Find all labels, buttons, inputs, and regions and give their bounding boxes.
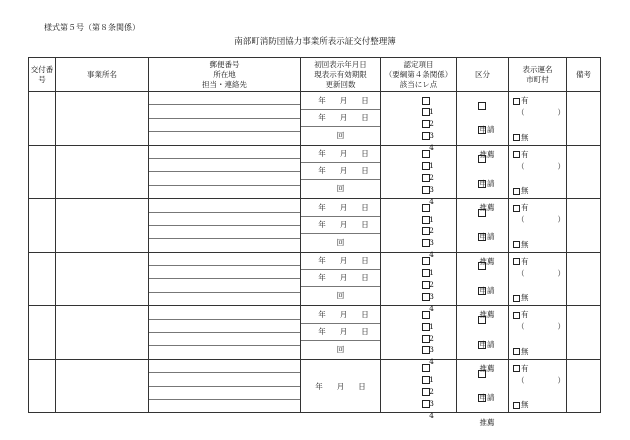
cert-item-checkbox[interactable] <box>422 364 430 372</box>
register-row <box>29 252 601 306</box>
date-cell <box>301 92 381 146</box>
category-recommend: 推薦 <box>466 225 508 250</box>
city-no: 無 <box>513 185 529 196</box>
renewal-count-line: 回 <box>301 179 380 197</box>
cert-item-checkbox[interactable] <box>422 400 430 408</box>
address-field[interactable] <box>149 213 300 226</box>
postal-field[interactable] <box>149 360 300 373</box>
header-postal: 郵便番号 <box>209 59 240 69</box>
address-field[interactable] <box>149 266 300 279</box>
contact-field-2[interactable] <box>149 132 300 144</box>
cert-item-4: 4 <box>407 344 456 356</box>
business-name-cell[interactable] <box>56 359 149 413</box>
cert-items-cell <box>381 359 457 420</box>
renewal-count-line: 回 <box>301 126 380 144</box>
cert-item-checkbox[interactable] <box>422 150 430 158</box>
yes-checkbox[interactable] <box>513 151 520 158</box>
category-apply: 申請 <box>466 94 508 119</box>
number-cell[interactable] <box>29 92 56 146</box>
city-cell <box>509 92 567 146</box>
business-name-cell[interactable] <box>56 252 149 306</box>
remarks-cell[interactable] <box>567 359 601 413</box>
no-checkbox[interactable] <box>513 241 520 248</box>
header-valid-until: 現表示有効期限 <box>314 69 367 79</box>
business-name-cell[interactable] <box>56 199 149 253</box>
business-name-cell[interactable] <box>56 306 149 360</box>
city-no: 無 <box>513 239 529 250</box>
cert-items-cell <box>381 92 457 153</box>
header-cert-sub: （要綱第４条関係） <box>384 69 453 79</box>
category-apply: 申請 <box>466 254 508 279</box>
remarks-cell[interactable] <box>567 145 601 199</box>
address-cell <box>149 145 301 199</box>
city-yes: 有 <box>513 95 529 106</box>
number-cell[interactable] <box>29 306 56 360</box>
city-cell <box>509 359 567 413</box>
category-recommend: 推薦 <box>466 279 508 304</box>
remarks-cell[interactable] <box>567 252 601 306</box>
valid-until-line: 年 月 日 <box>318 219 369 229</box>
yes-checkbox[interactable] <box>513 258 520 265</box>
category-recommend: 推薦 <box>466 118 508 143</box>
category-apply: 申請 <box>466 308 508 333</box>
recommend-checkbox[interactable] <box>478 394 486 402</box>
cert-item-checkbox[interactable] <box>422 335 430 343</box>
first-date-line: 年 月 日 <box>315 381 366 391</box>
number-cell[interactable] <box>29 252 56 306</box>
cert-item-3: 3 <box>407 279 456 291</box>
category-recommend: 推薦 <box>466 172 508 197</box>
city-name-parens: （ ） <box>517 108 565 117</box>
remarks-cell[interactable] <box>567 306 601 360</box>
valid-until-line: 年 月 日 <box>318 166 369 176</box>
cert-items-cell <box>381 306 457 367</box>
document-title: 南部町消防団協力事業所表示証交付整理簿 <box>234 37 396 47</box>
recommend-checkbox[interactable] <box>478 287 486 295</box>
no-checkbox[interactable] <box>513 134 520 141</box>
cert-item-3: 3 <box>407 225 456 237</box>
city-cell <box>509 306 567 360</box>
no-checkbox[interactable] <box>513 295 520 302</box>
number-cell[interactable] <box>29 359 56 413</box>
form-number-label: 様式第５号（第８条関係） <box>44 23 140 32</box>
cert-item-checkbox[interactable] <box>422 227 430 235</box>
recommend-checkbox[interactable] <box>478 126 486 134</box>
city-cell <box>509 252 567 306</box>
header-contact: 担当・連絡先 <box>202 79 247 89</box>
cert-item-checkbox[interactable] <box>422 162 430 170</box>
category-cell <box>457 92 509 159</box>
postal-field[interactable] <box>149 92 300 105</box>
apply-checkbox[interactable] <box>478 316 486 324</box>
business-name-cell[interactable] <box>56 145 149 199</box>
header-city: 表示運名市町村 <box>509 58 567 92</box>
date-cell <box>301 306 381 360</box>
first-date-line: 年 月 日 <box>301 200 380 217</box>
cert-item-checkbox[interactable] <box>422 311 430 319</box>
city-yes: 有 <box>513 256 529 267</box>
cert-item-1: 1 <box>407 202 456 214</box>
renewal-count-line: 回 <box>301 340 380 358</box>
city-yes: 有 <box>513 202 529 213</box>
recommend-checkbox[interactable] <box>478 341 486 349</box>
cert-item-2: 2 <box>407 267 456 279</box>
header-number: 交付番号 <box>29 58 56 92</box>
contact-field-2[interactable] <box>149 239 300 251</box>
category-apply: 申請 <box>466 362 508 387</box>
cert-item-3: 3 <box>407 333 456 345</box>
city-no: 無 <box>513 346 529 357</box>
category-cell <box>457 306 509 374</box>
date-cell <box>301 359 381 413</box>
cert-item-checkbox[interactable] <box>422 174 430 182</box>
cert-item-3: 3 <box>407 386 456 398</box>
valid-until-line: 年 月 日 <box>318 327 369 337</box>
first-date-line: 年 月 日 <box>301 253 380 270</box>
no-checkbox[interactable] <box>513 348 520 355</box>
cert-items-cell <box>381 252 457 313</box>
contact-field-2[interactable] <box>149 186 300 198</box>
address-field[interactable] <box>149 320 300 333</box>
cert-item-checkbox[interactable] <box>422 239 430 247</box>
no-checkbox[interactable] <box>513 188 520 195</box>
contact-field[interactable] <box>149 279 300 292</box>
first-date-line: 年 月 日 <box>301 146 380 163</box>
cert-item-4: 4 <box>407 291 456 303</box>
city-cell <box>509 145 567 199</box>
cert-item-checkbox[interactable] <box>422 97 430 105</box>
cert-item-2: 2 <box>407 214 456 226</box>
cert-item-checkbox[interactable] <box>422 216 430 224</box>
cert-item-checkbox[interactable] <box>422 323 430 331</box>
address-field[interactable] <box>149 105 300 118</box>
city-no: 無 <box>513 399 529 410</box>
header-first-date: 初回表示年月日 <box>314 59 367 69</box>
cert-item-checkbox[interactable] <box>422 108 430 116</box>
header-name: 事業所名 <box>56 58 149 92</box>
cert-items-cell <box>381 145 457 206</box>
cert-item-4: 4 <box>407 130 456 142</box>
category-apply: 申請 <box>466 201 508 226</box>
address-cell <box>149 359 301 413</box>
postal-field[interactable] <box>149 306 300 319</box>
apply-checkbox[interactable] <box>478 209 486 217</box>
postal-field[interactable] <box>149 146 300 159</box>
city-name-parens: （ ） <box>517 215 565 225</box>
remarks-cell[interactable] <box>567 199 601 253</box>
cert-item-checkbox[interactable] <box>422 376 430 384</box>
cert-item-checkbox[interactable] <box>422 132 430 140</box>
cert-item-1: 1 <box>407 148 456 160</box>
registry-table <box>28 57 601 427</box>
cert-item-2: 2 <box>407 160 456 172</box>
address-cell <box>149 252 301 306</box>
cert-item-checkbox[interactable] <box>422 204 430 212</box>
address-cell <box>149 306 301 360</box>
business-name-cell[interactable] <box>56 92 149 146</box>
header-cert-items: 認定項目 <box>403 59 434 69</box>
address-field[interactable] <box>149 159 300 172</box>
header-renewals: 更新回数 <box>325 79 356 89</box>
contact-field[interactable] <box>149 226 300 239</box>
cert-item-checkbox[interactable] <box>422 257 430 265</box>
apply-checkbox[interactable] <box>478 262 486 270</box>
apply-checkbox[interactable] <box>478 370 486 378</box>
category-recommend: 推薦 <box>466 386 508 411</box>
city-no: 無 <box>513 132 529 143</box>
header-cert-group <box>381 58 457 92</box>
category-cell <box>457 199 509 266</box>
cert-item-4: 4 <box>407 184 456 196</box>
register-row <box>29 306 601 360</box>
cert-item-1: 1 <box>407 362 456 374</box>
postal-field[interactable] <box>149 199 300 212</box>
city-name-parens: （ ） <box>517 161 565 171</box>
register-row <box>29 145 601 199</box>
cert-item-checkbox[interactable] <box>422 388 430 396</box>
renewal-count-line: 回 <box>301 286 380 304</box>
recommend-checkbox[interactable] <box>478 233 486 241</box>
cert-item-4: 4 <box>407 398 456 410</box>
cert-item-4: 4 <box>407 237 456 249</box>
contact-field-2[interactable] <box>149 293 300 305</box>
city-name-parens: （ ） <box>517 322 565 332</box>
yes-checkbox[interactable] <box>513 98 520 105</box>
apply-checkbox[interactable] <box>478 155 486 163</box>
header-date-group <box>301 58 381 92</box>
register-row <box>29 199 601 253</box>
cert-item-1: 1 <box>407 95 456 107</box>
no-checkbox[interactable] <box>513 402 520 409</box>
contact-field[interactable] <box>149 333 300 346</box>
contact-field[interactable] <box>149 387 300 400</box>
renewal-count-line: 回 <box>301 233 380 251</box>
postal-field[interactable] <box>149 253 300 266</box>
city-name-parens: （ ） <box>517 268 565 278</box>
yes-checkbox[interactable] <box>513 205 520 212</box>
header-address: 所在地 <box>213 69 236 79</box>
date-cell <box>301 145 381 199</box>
contact-field[interactable] <box>149 172 300 185</box>
yes-checkbox[interactable] <box>513 365 520 372</box>
header-address-group <box>149 58 301 92</box>
address-cell <box>149 199 301 253</box>
cert-item-checkbox[interactable] <box>422 346 430 354</box>
first-date-line: 年 月 日 <box>301 307 380 324</box>
valid-until-line: 年 月 日 <box>318 112 369 122</box>
category-apply: 申請 <box>466 147 508 172</box>
cert-item-2: 2 <box>407 374 456 386</box>
remarks-cell[interactable] <box>567 92 601 146</box>
apply-checkbox[interactable] <box>478 102 486 110</box>
header-remarks: 備考 <box>567 58 601 92</box>
city-cell <box>509 199 567 253</box>
register-row <box>29 359 601 413</box>
contact-field-2[interactable] <box>149 346 300 358</box>
cert-item-checkbox[interactable] <box>422 293 430 301</box>
city-yes: 有 <box>513 309 529 320</box>
cert-item-3: 3 <box>407 172 456 184</box>
city-yes: 有 <box>513 149 529 160</box>
address-field[interactable] <box>149 373 300 386</box>
city-no: 無 <box>513 292 529 303</box>
cert-item-2: 2 <box>407 321 456 333</box>
category-cell <box>457 145 509 213</box>
cert-item-1: 1 <box>407 255 456 267</box>
cert-item-2: 2 <box>407 106 456 118</box>
contact-field-2[interactable] <box>149 400 300 412</box>
number-cell[interactable] <box>29 145 56 199</box>
cert-item-checkbox[interactable] <box>422 281 430 289</box>
category-recommend: 推薦 <box>466 333 508 358</box>
cert-items-cell <box>381 199 457 260</box>
cert-item-checkbox[interactable] <box>422 269 430 277</box>
date-cell <box>301 252 381 306</box>
category-cell <box>457 252 509 320</box>
recommend-checkbox[interactable] <box>478 180 486 188</box>
header-cert-note: 該当にレ点 <box>399 79 438 89</box>
date-cell <box>301 199 381 253</box>
address-cell <box>149 92 301 146</box>
cert-item-checkbox[interactable] <box>422 120 430 128</box>
cert-item-1: 1 <box>407 309 456 321</box>
first-date-line: 年 月 日 <box>301 93 380 110</box>
contact-field[interactable] <box>149 119 300 132</box>
city-yes: 有 <box>513 363 529 374</box>
city-name-parens: （ ） <box>517 375 565 385</box>
register-row <box>29 92 601 146</box>
valid-until-line: 年 月 日 <box>318 273 369 283</box>
cert-item-checkbox[interactable] <box>422 186 430 194</box>
category-cell <box>457 359 509 427</box>
number-cell[interactable] <box>29 199 56 253</box>
yes-checkbox[interactable] <box>513 312 520 319</box>
header-category: 区分 <box>457 58 509 92</box>
cert-item-3: 3 <box>407 118 456 130</box>
